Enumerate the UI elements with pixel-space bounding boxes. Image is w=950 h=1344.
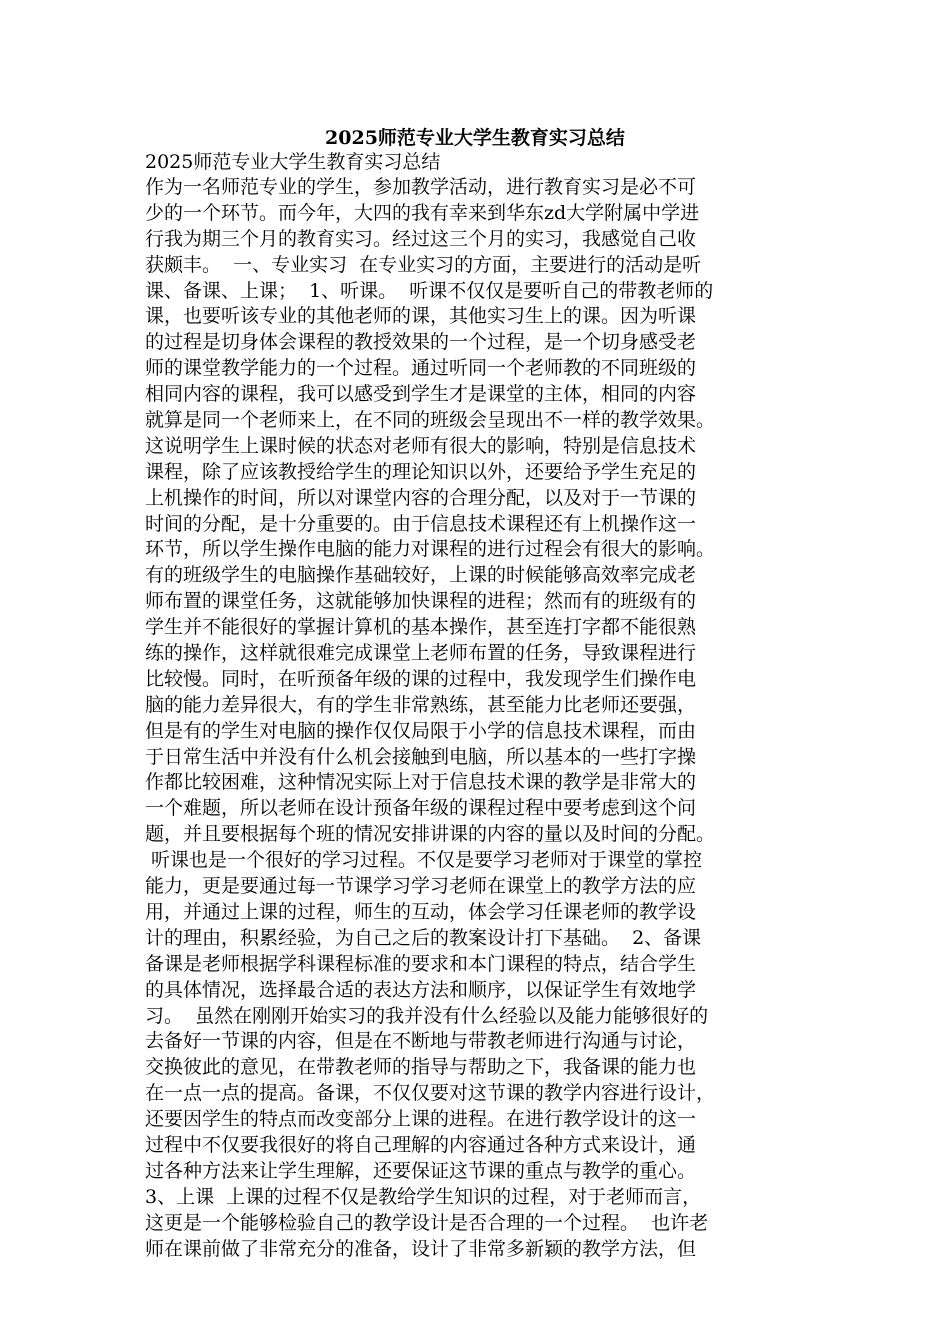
body-text-line: 题，并且要根据每个班的情况安排讲课的内容的量以及时间的分配。 — [145, 823, 716, 846]
body-text-line: 学生并不能很好的掌握计算机的基本操作，甚至连打字都不能很熟 — [145, 616, 697, 639]
body-text-line: 练的操作，这样就很难完成课堂上老师布置的任务，导致课程进行 — [145, 642, 697, 665]
body-text-line: 于日常生活中并没有什么机会接触到电脑，所以基本的一些打字操 — [145, 745, 697, 768]
body-text-line: 去备好一节课的内容，但是在不断地与带教老师进行沟通与讨论， — [145, 1030, 697, 1053]
body-text-line: 课、备课、上课； 1、听课。 听课不仅仅是要听自己的带教老师的 — [145, 279, 714, 302]
body-text-line: 就算是同一个老师来上，在不同的班级会呈现出不一样的教学效果。 — [145, 409, 716, 432]
body-text-line: 在一点一点的提高。备课，不仅仅要对这节课的教学内容进行设计， — [145, 1082, 716, 1105]
body-text-line: 一个难题，所以老师在设计预备年级的课程过程中要考虑到这个问 — [145, 797, 697, 820]
body-text-line: 计的理由，积累经验，为自己之后的教案设计打下基础。 2、备课 — [145, 926, 702, 949]
body-text-line: 有的班级学生的电脑操作基础较好，上课的时候能够高效率完成老 — [145, 564, 697, 587]
body-text-line: 习。 虽然在刚刚开始实习的我并没有什么经验以及能力能够很好的 — [145, 1004, 709, 1027]
document-title: 2025师范专业大学生教育实习总结 — [325, 127, 625, 149]
document-subtitle: 2025师范专业大学生教育实习总结 — [145, 151, 441, 173]
body-text-line: 相同内容的课程，我可以感受到学生才是课堂的主体，相同的内容 — [145, 383, 697, 406]
body-text-line: 能力，更是要通过每一节课学习学习老师在课堂上的教学方法的应 — [145, 875, 697, 898]
body-text-line: 比较慢。同时，在听预备年级的课的过程中，我发现学生们操作电 — [145, 667, 697, 690]
body-text-line: 用，并通过上课的过程，师生的互动，体会学习任课老师的教学设 — [145, 900, 697, 923]
body-text-line: 脑的能力差异很大，有的学生非常熟练，甚至能力比老师还要强， — [145, 693, 697, 716]
body-text-line: 3、上课 上课的过程不仅是教给学生知识的过程，对于老师而言， — [145, 1185, 702, 1208]
body-text-line: 还要因学生的特点而改变部分上课的进程。在进行教学设计的这一 — [145, 1108, 697, 1131]
body-text-line: 行我为期三个月的教育实习。经过这三个月的实习，我感觉自己收 — [145, 227, 697, 250]
body-text-line: 过各种方法来让学生理解，还要保证这节课的重点与教学的重心。 — [145, 1159, 697, 1182]
body-text-line: 这说明学生上课时候的状态对老师有很大的影响，特别是信息技术 — [145, 434, 697, 457]
body-text-line: 这更是一个能够检验自己的教学设计是否合理的一个过程。 也许老 — [145, 1211, 709, 1234]
body-text-line: 师的课堂教学能力的一个过程。通过听同一个老师教的不同班级的 — [145, 357, 697, 380]
body-text-line: 获颇丰。 一、专业实习 在专业实习的方面，主要进行的活动是听 — [145, 253, 702, 276]
body-text-line: 听课也是一个很好的学习过程。不仅是要学习老师对于课堂的掌控 — [145, 849, 703, 872]
body-text-line: 交换彼此的意见，在带教老师的指导与帮助之下，我备课的能力也 — [145, 1056, 697, 1079]
body-text-line: 环节，所以学生操作电脑的能力对课程的进行过程会有很大的影响。 — [145, 538, 716, 561]
body-text-line: 师在课前做了非常充分的准备，设计了非常多新颖的教学方法，但 — [145, 1237, 697, 1260]
body-text-line: 师布置的课堂任务，这就能够加快课程的进程；然而有的班级有的 — [145, 590, 697, 613]
body-text-line: 的具体情况，选择最合适的表达方法和顺序，以保证学生有效地学 — [145, 978, 697, 1001]
body-text-line: 少的一个环节。而今年，大四的我有幸来到华东zd大学附属中学进 — [145, 201, 700, 224]
body-text-line: 课程，除了应该教授给学生的理论知识以外，还要给予学生充足的 — [145, 460, 697, 483]
body-text-line: 上机操作的时间，所以对课堂内容的合理分配，以及对于一节课的 — [145, 486, 697, 509]
body-text-line: 课，也要听该专业的其他老师的课，其他实习生上的课。因为听课 — [145, 305, 697, 328]
body-text-line: 的过程是切身体会课程的教授效果的一个过程，是一个切身感受老 — [145, 331, 697, 354]
body-text-line: 作都比较困难，这种情况实际上对于信息技术课的教学是非常大的 — [145, 771, 697, 794]
body-text-line: 备课是老师根据学科课程标准的要求和本门课程的特点，结合学生 — [145, 952, 697, 975]
body-text-line: 过程中不仅要我很好的将自己理解的内容通过各种方式来设计，通 — [145, 1133, 697, 1156]
body-text-line: 时间的分配，是十分重要的。由于信息技术课程还有上机操作这一 — [145, 512, 697, 535]
body-text-line: 但是有的学生对电脑的操作仅仅局限于小学的信息技术课程，而由 — [145, 719, 697, 742]
body-text-line: 作为一名师范专业的学生，参加教学活动，进行教育实习是必不可 — [145, 176, 697, 198]
document-body — [145, 175, 805, 1262]
